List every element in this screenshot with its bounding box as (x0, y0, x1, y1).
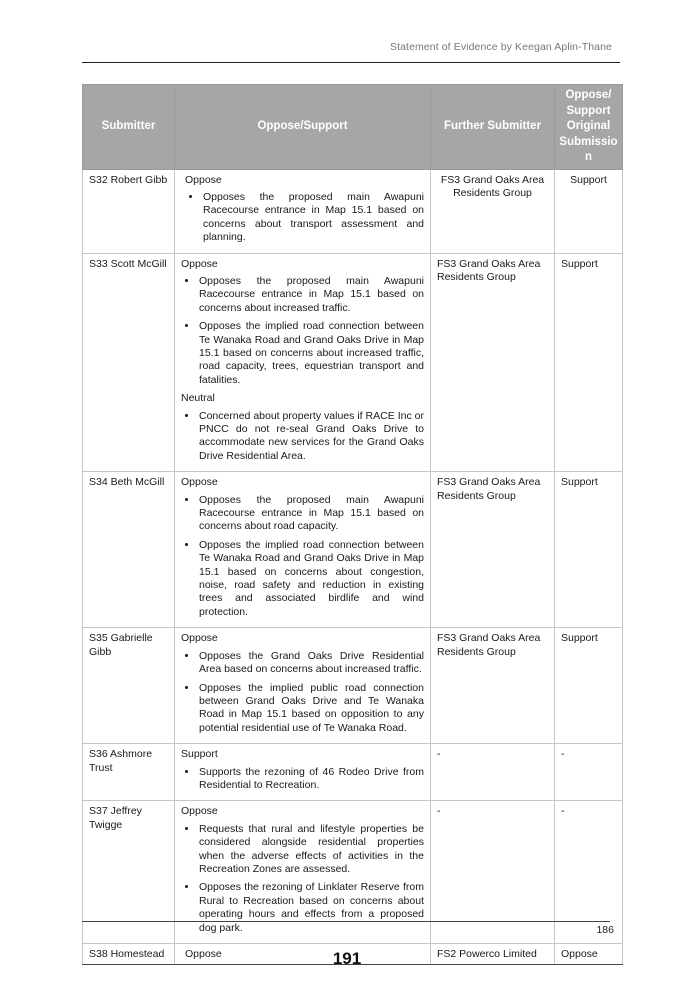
position-cell (175, 253, 431, 472)
points-list (181, 766, 424, 793)
point-item: • Opposes the proposed main Awapuni Racecourse entrance in Map 15.1 based on concerns about transport assessment and planning. (202, 191, 424, 245)
further-submitter-cell: FS3 Grand Oaks Area Residents Group (431, 628, 555, 744)
submitter-cell: S33 Scott McGill (83, 253, 175, 472)
stance-label: Oppose (181, 257, 218, 270)
point-item: • Opposes the proposed main Awapuni Racecourse entrance in Map 15.1 based on concerns about increased traffic. (198, 275, 424, 315)
point-item: • Opposes the Grand Oaks Drive Residential Area based on concerns about increased traffic. (198, 650, 424, 677)
point-item: • Opposes the implied road connection between Te Wanaka Road and Grand Oaks Drive in Map 15.1 based on concerns about increased traffic, road capacity, trees, equestrian transport and fatalities. (198, 320, 424, 387)
submitter-cell: S38 Homestead (83, 944, 175, 965)
col-header-submitter: Submitter (83, 85, 175, 170)
position-cell (175, 801, 431, 944)
stance-label-secondary: Neutral (181, 392, 215, 405)
point-item: • Opposes the implied public road connection between Grand Oaks Drive and Te Wanaka Road in Map 15.1 based on opposition to any potential residential use of Te Wanaka Road. (198, 682, 424, 736)
table-row (83, 169, 623, 253)
table-row (83, 744, 623, 801)
point-item: • Concerned about property values if RACE Inc or PNCC do not re-seal Grand Oaks Drive to accommodate new services for the Grand Oaks Drive Residential Area. (198, 410, 424, 464)
submitter-cell: S32 Robert Gibb (83, 169, 175, 253)
points-list (181, 275, 424, 387)
table-row (83, 253, 623, 472)
further-submitter-cell: FS3 Grand Oaks Area Residents Group (431, 472, 555, 628)
points-list (185, 191, 424, 245)
original-position-cell: - (555, 744, 623, 801)
stance-label: Oppose (181, 632, 218, 645)
submissions-table (82, 84, 623, 965)
table-header-row (83, 85, 623, 170)
document-stamp-number: 191 (332, 949, 362, 968)
running-header: Statement of Evidence by Keegan Aplin-Thane (389, 41, 612, 53)
point-item: • Supports the rezoning of 46 Rodeo Drive from Residential to Recreation. (198, 766, 424, 793)
position-cell (175, 472, 431, 628)
points-list (181, 494, 424, 620)
position-cell (175, 744, 431, 801)
original-position-cell: Support (555, 628, 623, 744)
stance-label: Oppose (185, 948, 222, 960)
further-submitter-cell: - (431, 744, 555, 801)
table-row (83, 472, 623, 628)
points-list (181, 823, 424, 935)
point-item: • Opposes the implied road connection between Te Wanaka Road and Grand Oaks Drive in Map 15.1 based on concerns about congestion, noise, road safety and reduction in existing trees and associated birdlife and wind protection. (198, 539, 424, 619)
further-submitter-cell: FS2 Powerco Limited (431, 944, 555, 965)
point-item: • Opposes the proposed main Awapuni Racecourse entrance in Map 15.1 based on concerns about road capacity. (198, 494, 424, 534)
original-position-cell: Support (555, 169, 623, 253)
original-position-cell: Support (555, 253, 623, 472)
header-divider (82, 62, 620, 63)
point-item: • Requests that rural and lifestyle properties be considered alongside residential properties when the adverse effects of activities in the Recreation Zones are assessed. (198, 823, 424, 877)
table-row (83, 628, 623, 744)
original-position-cell: Oppose (555, 944, 623, 965)
original-position-cell: - (555, 801, 623, 944)
col-header-original-position (555, 85, 623, 170)
submitter-cell: S34 Beth McGill (83, 472, 175, 628)
further-submitter-cell: FS3 Grand Oaks Area Residents Group (431, 253, 555, 472)
stance-label: Oppose (185, 173, 222, 186)
original-position-cell: Support (555, 472, 623, 628)
stance-label: Oppose (181, 805, 218, 818)
position-cell (175, 628, 431, 744)
col-header-original-position-label: Oppose/ Support Original Submissio n (559, 89, 618, 163)
points-list (181, 410, 424, 464)
submitter-cell: S36 Ashmore Trust (83, 744, 175, 801)
table-row (83, 801, 623, 944)
further-submitter-cell: FS3 Grand Oaks Area Residents Group (431, 169, 555, 253)
stance-label: Oppose (181, 476, 218, 489)
col-header-oppose-support: Oppose/Support (175, 85, 431, 170)
further-submitter-cell: - (431, 801, 555, 944)
footer-divider (82, 921, 610, 922)
position-cell (175, 169, 431, 253)
page-number: 186 (596, 924, 614, 936)
col-header-further-submitter: Further Submitter (431, 85, 555, 170)
submitter-cell: S35 Gabrielle Gibb (83, 628, 175, 744)
stance-label: Support (181, 748, 218, 761)
submitter-cell: S37 Jeffrey Twigge (83, 801, 175, 944)
point-item: • Opposes the rezoning of Linklater Reserve from Rural to Recreation based on concerns about operating hours and effects from a proposed dog park. (198, 881, 424, 935)
points-list (181, 650, 424, 735)
